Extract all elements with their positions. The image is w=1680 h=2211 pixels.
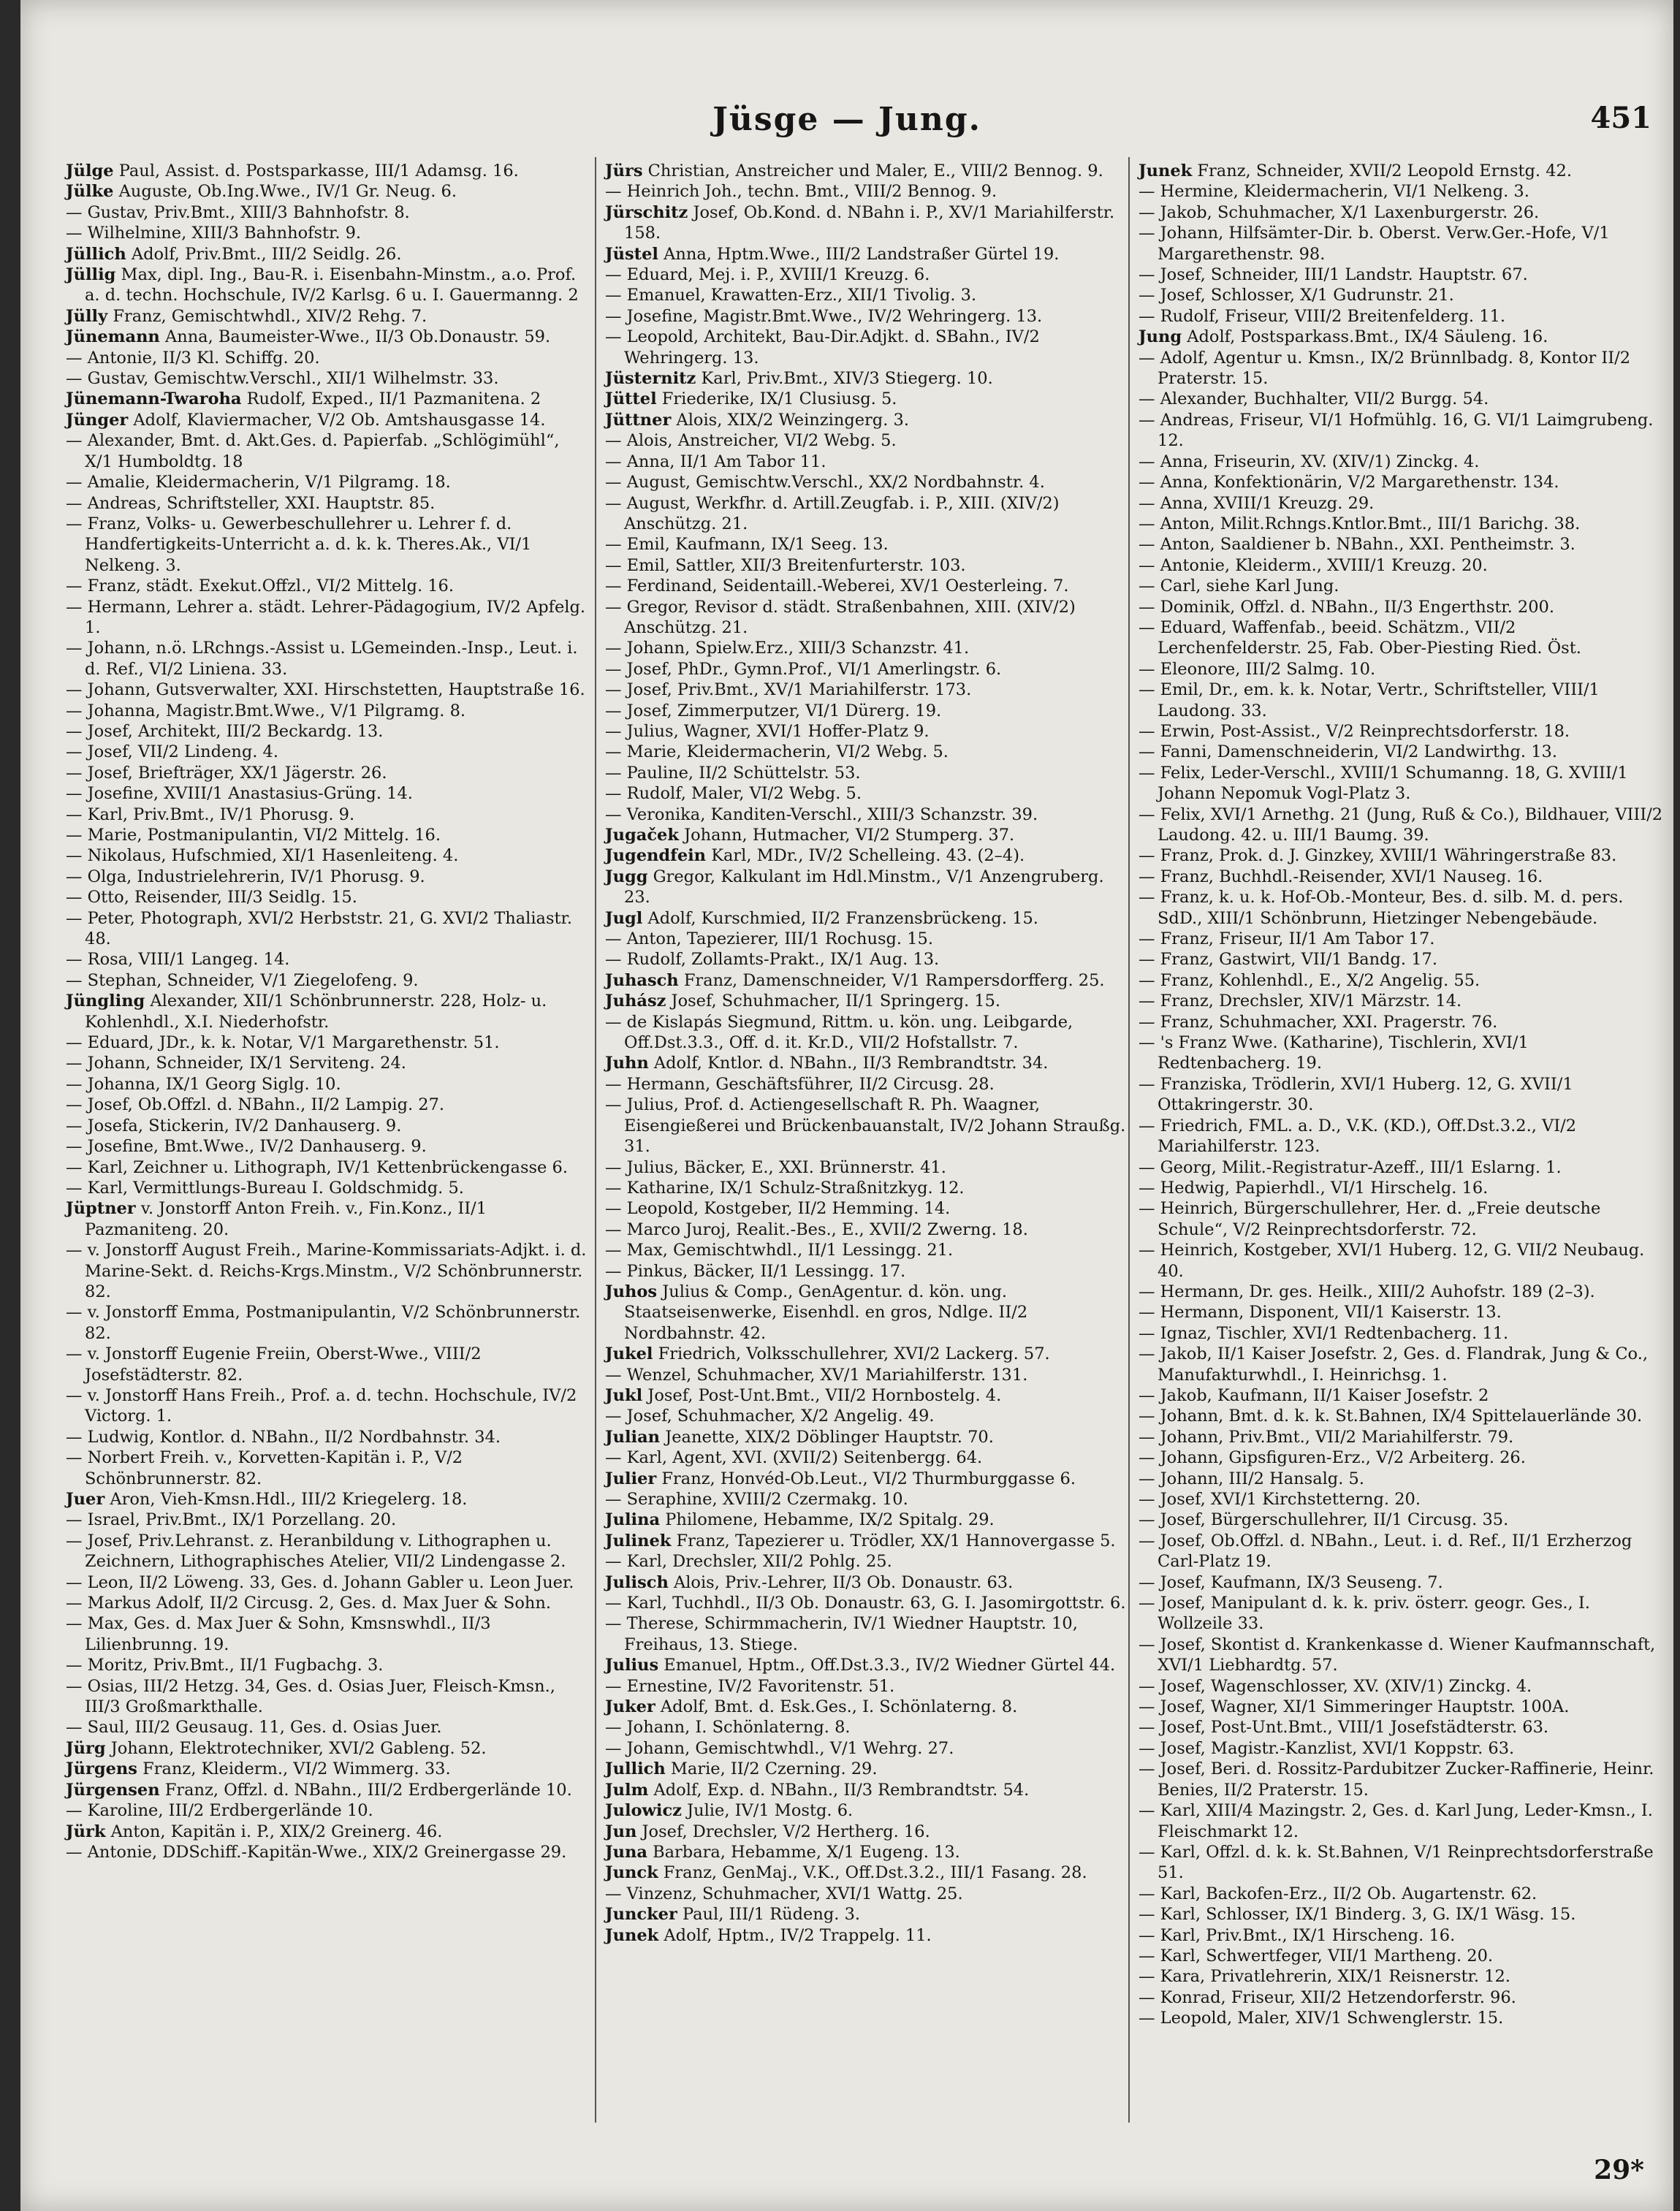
directory-entry: Jüttner Alois, XIX/2 Weinzingerg. 3. bbox=[605, 410, 909, 430]
directory-entry: — Karl, Priv.Bmt., IV/1 Phorusg. 9. bbox=[66, 804, 355, 824]
directory-entry: — Marie, Kleidermacherin, VI/2 Webg. 5. bbox=[605, 742, 949, 762]
directory-entry: Jugendfein Karl, MDr., IV/2 Schelleing. 43. (2–4). bbox=[605, 846, 1025, 866]
directory-entry: Jünemann-Twaroha Rudolf, Exped., II/1 Pazmanitena. 2 bbox=[66, 389, 541, 409]
directory-entry: — Julius, Wagner, XVI/1 Hoffer-Platz 9. bbox=[605, 721, 930, 741]
directory-entry: — Johann, Hilfsämter-Dir. b. Oberst. Verw.Ger.-Hofe, V/1 Margarethenstr. 98. bbox=[1139, 224, 1610, 264]
page-title: Jüsge — Jung. bbox=[712, 101, 981, 138]
directory-entry: — Karl, Zeichner u. Lithograph, IV/1 Kettenbrückengasse 6. bbox=[66, 1157, 568, 1177]
directory-entry: — Felix, XVI/1 Arnethg. 21 (Jung, Ruß & Co.), Bildhauer, VIII/2 Laudong. 42. u. III/1 Baumg. 39. bbox=[1139, 804, 1663, 845]
directory-entry: — v. Jonstorff Emma, Postmanipulantin, V/2 Schönbrunnerstr. 82. bbox=[66, 1303, 581, 1343]
directory-entry: — Heinrich Joh., techn. Bmt., VIII/2 Bennog. 9. bbox=[605, 182, 997, 202]
directory-entry: — Josef, PhDr., Gymn.Prof., VI/1 Amerlingstr. 6. bbox=[605, 659, 1002, 679]
directory-entry: — Karl, Tuchhdl., II/3 Ob. Donaustr. 63, G. I. Jasomirgottstr. 6. bbox=[605, 1594, 1126, 1613]
directory-entry: Jürgensen Franz, Offzl. d. NBahn., III/2 Erdbergerlände 10. bbox=[66, 1780, 572, 1800]
directory-entry: Jüllig Max, dipl. Ing., Bau-R. i. Eisenbahn-Minstm., a.o. Prof. a. d. techn. Hochschule, IV/2 Karlsg. 6 u. I. Gauermanng. 2 bbox=[66, 265, 579, 305]
directory-entry: Jürk Anton, Kapitän i. P., XIX/2 Greinerg. 46. bbox=[66, 1822, 443, 1841]
directory-entry: — Josef, XVI/1 Kirchstetterng. 20. bbox=[1139, 1490, 1421, 1509]
directory-entry: — Karl, Backofen-Erz., II/2 Ob. Augartenstr. 62. bbox=[1139, 1884, 1538, 1903]
directory-entry: — Gustav, Priv.Bmt., XIII/3 Bahnhofstr. 8. bbox=[66, 202, 410, 222]
directory-entry: Jüstel Anna, Hptm.Wwe., III/2 Landstraßer Gürtel 19. bbox=[605, 244, 1060, 264]
directory-entry: — Saul, III/2 Geusaug. 11, Ges. d. Osias Juer. bbox=[66, 1718, 442, 1738]
directory-entry: — Franz, Drechsler, XIV/1 Märzstr. 14. bbox=[1139, 992, 1462, 1011]
directory-entry: — Franz, Friseur, II/1 Am Tabor 17. bbox=[1139, 929, 1435, 949]
directory-entry: — Wilhelmine, XIII/3 Bahnhofstr. 9. bbox=[66, 224, 362, 243]
signature-mark: 29* bbox=[1594, 2155, 1644, 2185]
directory-entry: Julisch Alois, Priv.-Lehrer, II/3 Ob. Donaustr. 63. bbox=[605, 1572, 1014, 1592]
directory-entry: Jüptner v. Jonstorff Anton Freih. v., Fin.Konz., II/1 Pazmaniteng. 20. bbox=[66, 1199, 487, 1239]
directory-entry: — v. Jonstorff Eugenie Freiin, Oberst-Wwe., VIII/2 Josefstädterstr. 82. bbox=[66, 1344, 482, 1385]
directory-entry: Jülly Franz, Gemischtwhdl., XIV/2 Rehg. 7. bbox=[66, 306, 427, 326]
directory-entry: — Karl, Offzl. d. k. k. St.Bahnen, V/1 Reinprechtsdorferstraße 51. bbox=[1139, 1842, 1654, 1883]
directory-entry: — Johann, Spielw.Erz., XIII/3 Schanzstr. 41. bbox=[605, 639, 970, 658]
directory-entry: — Moritz, Priv.Bmt., II/1 Fugbachg. 3. bbox=[66, 1656, 384, 1675]
directory-entry: — Johann, I. Schönlaterng. 8. bbox=[605, 1718, 851, 1738]
directory-entry: — Anna, II/1 Am Tabor 11. bbox=[605, 452, 826, 471]
directory-entry: Jürs Christian, Anstreicher und Maler, E., VIII/2 Bennog. 9. bbox=[605, 161, 1103, 180]
directory-entry: — Rudolf, Zollamts-Prakt., IX/1 Aug. 13. bbox=[605, 950, 940, 970]
directory-entry: — Josef, Wagenschlosser, XV. (XIV/1) Zinckg. 4. bbox=[1139, 1676, 1532, 1696]
directory-entry: — Karl, Drechsler, XII/2 Pohlg. 25. bbox=[605, 1552, 892, 1572]
directory-entry: — Wenzel, Schuhmacher, XV/1 Mariahilferstr. 131. bbox=[605, 1365, 1028, 1385]
directory-entry: Juer Aron, Vieh-Kmsn.Hdl., III/2 Kriegelerg. 18. bbox=[66, 1490, 468, 1509]
directory-entry: — Franz, Buchhdl.-Reisender, XVI/1 Nauseg. 16. bbox=[1139, 867, 1543, 886]
directory-entry: Jülge Paul, Assist. d. Postsparkasse, III/1 Adamsg. 16. bbox=[66, 161, 519, 180]
directory-entry: — Johann, Gemischtwhdl., V/1 Wehrg. 27. bbox=[605, 1738, 954, 1758]
directory-entry: — Josef, Architekt, III/2 Beckardg. 13. bbox=[66, 721, 384, 741]
directory-entry: — Josef, Priv.Bmt., XV/1 Mariahilferstr. 173. bbox=[605, 680, 972, 700]
directory-entry: — Rudolf, Maler, VI/2 Webg. 5. bbox=[605, 784, 862, 804]
page-number: 451 bbox=[1590, 101, 1652, 135]
directory-entry: — Johanna, IX/1 Georg Siglg. 10. bbox=[66, 1074, 341, 1094]
directory-entry: — Antonie, DDSchiff.-Kapitän-Wwe., XIX/2 Greinergasse 29. bbox=[66, 1842, 567, 1862]
directory-entry: — Jakob, Kaufmann, II/1 Kaiser Josefstr. 2 bbox=[1139, 1385, 1489, 1405]
directory-entry: — Max, Ges. d. Max Juer & Sohn, Kmsnswhdl., II/3 Lilienbrunng. 19. bbox=[66, 1614, 491, 1654]
directory-entry: — Josefa, Stickerin, IV/2 Danhauserg. 9. bbox=[66, 1116, 402, 1135]
directory-entry: — Franziska, Trödlerin, XVI/1 Huberg. 12, G. XVII/1 Ottakringerstr. 30. bbox=[1139, 1074, 1573, 1115]
directory-entry: — Josefine, Bmt.Wwe., IV/2 Danhauserg. 9. bbox=[66, 1137, 427, 1157]
directory-entry: — Gregor, Revisor d. städt. Straßenbahnen, XIII. (XIV/2) Anschützg. 21. bbox=[605, 597, 1076, 637]
directory-entry: Junck Franz, GenMaj., V.K., Off.Dst.3.2., III/1 Fasang. 28. bbox=[605, 1863, 1087, 1883]
directory-entry: — Leopold, Maler, XIV/1 Schwenglerstr. 15. bbox=[1139, 2009, 1504, 2028]
directory-entry: Julian Jeanette, XIX/2 Döblinger Hauptstr. 70. bbox=[605, 1427, 994, 1447]
directory-entry: — Josef, Schlosser, X/1 Gudrunstr. 21. bbox=[1139, 286, 1454, 305]
directory-entry: — Leon, II/2 Löweng. 33, Ges. d. Johann Gabler u. Leon Juer. bbox=[66, 1572, 574, 1592]
directory-entry: — Felix, Leder-Verschl., XVIII/1 Schumanng. 18, G. XVIII/1 Johann Nepomuk Vogl-Platz 3. bbox=[1139, 763, 1628, 804]
directory-entry: — Israel, Priv.Bmt., IX/1 Porzellang. 20. bbox=[66, 1510, 397, 1530]
directory-entry: — Rudolf, Friseur, VIII/2 Breitenfelderg. 11. bbox=[1139, 306, 1505, 326]
directory-entry: — Jakob, II/1 Kaiser Josefstr. 2, Ges. d. Flandrak, Jung & Co., Manufakturwhdl., I. Heinrichsg. 1. bbox=[1139, 1344, 1649, 1385]
directory-entry: Jüngling Alexander, XII/1 Schönbrunnerstr. 228, Holz- u. Kohlenhdl., X.I. Niederhofstr. bbox=[66, 992, 547, 1032]
directory-entry: — Therese, Schirmmacherin, IV/1 Wiedner Hauptstr. 10, Freihaus, 13. Stiege. bbox=[605, 1614, 1078, 1654]
directory-entry: — Hermann, Lehrer a. städt. Lehrer-Pädagogium, IV/2 Apfelg. 1. bbox=[66, 597, 586, 637]
directory-entry: Julius Emanuel, Hptm., Off.Dst.3.3., IV/2 Wiedner Gürtel 44. bbox=[605, 1656, 1116, 1675]
directory-entry: — Emil, Dr., em. k. k. Notar, Vertr., Schriftsteller, VIII/1 Laudong. 33. bbox=[1139, 680, 1600, 720]
directory-entry: — Karl, Schlosser, IX/1 Binderg. 3, G. IX/1 Wäsg. 15. bbox=[1139, 1905, 1576, 1925]
directory-entry: — August, Werkfhr. d. Artill.Zeugfab. i. P., XIII. (XIV/2) Anschützg. 21. bbox=[605, 493, 1060, 533]
directory-entry: — Ludwig, Kontlor. d. NBahn., II/2 Nordbahnstr. 34. bbox=[66, 1427, 501, 1447]
directory-entry: Jun Josef, Drechsler, V/2 Hertherg. 16. bbox=[605, 1822, 930, 1841]
directory-entry: Jüllich Adolf, Priv.Bmt., III/2 Seidlg. 26. bbox=[66, 244, 402, 264]
directory-entry: — Norbert Freih. v., Korvetten-Kapitän i. P., V/2 Schönbrunnerstr. 82. bbox=[66, 1448, 463, 1488]
directory-entry: Julina Philomene, Hebamme, IX/2 Spitalg. 29. bbox=[605, 1510, 995, 1530]
directory-column-left bbox=[66, 161, 592, 1862]
directory-entry: — Josef, Kaufmann, IX/3 Seuseng. 7. bbox=[1139, 1572, 1443, 1592]
directory-entry: — Jakob, Schuhmacher, X/1 Laxenburgerstr. 26. bbox=[1139, 202, 1540, 222]
directory-entry: — Pauline, II/2 Schüttelstr. 53. bbox=[605, 763, 861, 783]
directory-entry: — Emil, Sattler, XII/3 Breitenfurterstr. 103. bbox=[605, 555, 966, 575]
directory-entry: Jugg Gregor, Kalkulant im Hdl.Minstm., V/1 Anzengruberg. 23. bbox=[605, 867, 1104, 907]
directory-entry: — 's Franz Wwe. (Katharine), Tischlerin, XVI/1 Redtenbacherg. 19. bbox=[1139, 1033, 1529, 1073]
directory-entry: — Josef, Skontist d. Krankenkasse d. Wiener Kaufmannschaft, XVI/1 Liebhardtg. 57. bbox=[1139, 1635, 1656, 1675]
directory-entry: — Josef, Bürgerschullehrer, II/1 Circusg. 35. bbox=[1139, 1510, 1509, 1530]
directory-entry: — Carl, siehe Karl Jung. bbox=[1139, 576, 1339, 596]
directory-entry: — Georg, Milit.-Registratur-Azeff., III/1 Eslarng. 1. bbox=[1139, 1157, 1562, 1177]
directory-entry: Julm Adolf, Exp. d. NBahn., II/3 Rembrandtstr. 54. bbox=[605, 1780, 1030, 1800]
directory-entry: Jukel Friedrich, Volksschullehrer, XVI/2 Lackerg. 57. bbox=[605, 1344, 1050, 1364]
page-header bbox=[20, 95, 1673, 153]
directory-entry: — Leopold, Kostgeber, II/2 Hemming. 14. bbox=[605, 1199, 951, 1219]
directory-entry: — Franz, Volks- u. Gewerbeschullehrer u. Lehrer f. d. Handfertigkeits-Unterricht a. d. k. k. Theres.Ak., VI/1 Nelkeng. 3. bbox=[66, 514, 532, 575]
directory-entry: — Katharine, IX/1 Schulz-Straßnitzkyg. 12. bbox=[605, 1178, 965, 1198]
directory-entry: — Eduard, JDr., k. k. Notar, V/1 Margarethenstr. 51. bbox=[66, 1033, 500, 1053]
directory-entry: — Olga, Industrielehrerin, IV/1 Phorusg. 9. bbox=[66, 867, 425, 886]
directory-entry: — Otto, Reisender, III/3 Seidlg. 15. bbox=[66, 888, 357, 907]
directory-entry: — Hedwig, Papierhdl., VI/1 Hirschelg. 16. bbox=[1139, 1178, 1489, 1198]
directory-entry: — Hermann, Disponent, VII/1 Kaiserstr. 13. bbox=[1139, 1303, 1502, 1323]
directory-entry: — Johanna, Magistr.Bmt.Wwe., V/1 Pilgramg. 8. bbox=[66, 701, 466, 720]
directory-entry: — Kara, Privatlehrerin, XIX/1 Reisnerstr. 12. bbox=[1139, 1967, 1510, 1987]
directory-entry: — Josef, Zimmerputzer, VI/1 Dürerg. 19. bbox=[605, 701, 942, 720]
directory-entry: — v. Jonstorff Hans Freih., Prof. a. d. techn. Hochschule, IV/2 Victorg. 1. bbox=[66, 1385, 577, 1426]
directory-entry: Juker Adolf, Bmt. d. Esk.Ges., I. Schönlaterng. 8. bbox=[605, 1697, 1018, 1717]
directory-entry: — Seraphine, XVIII/2 Czermakg. 10. bbox=[605, 1490, 908, 1509]
directory-entry: — Karl, Vermittlungs-Bureau I. Goldschmidg. 5. bbox=[66, 1178, 464, 1198]
directory-entry: — August, Gemischtw.Verschl., XX/2 Nordbahnstr. 4. bbox=[605, 473, 1045, 492]
directory-entry: — Josef, Ob.Offzl. d. NBahn., II/2 Lampig. 27. bbox=[66, 1095, 445, 1115]
directory-entry: — Johann, III/2 Hansalg. 5. bbox=[1139, 1469, 1364, 1488]
directory-entry: — Josef, Magistr.-Kanzlist, XVI/1 Koppstr. 63. bbox=[1139, 1738, 1515, 1758]
directory-entry: — Antonie, Kleiderm., XVIII/1 Kreuzg. 20. bbox=[1139, 555, 1488, 575]
directory-entry: — Julius, Bäcker, E., XXI. Brünnerstr. 41. bbox=[605, 1157, 946, 1177]
directory-entry: Jünemann Anna, Baumeister-Wwe., II/3 Ob.Donaustr. 59. bbox=[66, 327, 551, 347]
directory-entry: — Nikolaus, Hufschmied, XI/1 Hasenleiteng. 4. bbox=[66, 846, 459, 866]
directory-entry: — Max, Gemischtwhdl., II/1 Lessingg. 21. bbox=[605, 1241, 954, 1260]
directory-entry: — Anton, Milit.Rchngs.Kntlor.Bmt., III/1 Barichg. 38. bbox=[1139, 514, 1581, 533]
directory-entry: — Karl, Priv.Bmt., IX/1 Hirscheng. 16. bbox=[1139, 1925, 1456, 1945]
directory-entry: Julinek Franz, Tapezierer u. Trödler, XX/1 Hannovergasse 5. bbox=[605, 1531, 1116, 1550]
directory-entry: — Hermann, Geschäftsführer, II/2 Circusg. 28. bbox=[605, 1074, 995, 1094]
directory-entry: — Amalie, Kleidermacherin, V/1 Pilgramg. 18. bbox=[66, 473, 451, 492]
directory-entry: — Josefine, Magistr.Bmt.Wwe., IV/2 Wehringerg. 13. bbox=[605, 306, 1043, 326]
directory-entry: — Josef, Ob.Offzl. d. NBahn., Leut. i. d. Ref., II/1 Erzherzog Carl-Platz 19. bbox=[1139, 1531, 1633, 1572]
directory-entry: — Eduard, Waffenfab., beeid. Schätzm., VII/2 Lerchenfelderstr. 25, Fab. Ober-Piesting Ried. Öst. bbox=[1139, 617, 1581, 658]
directory-entry: — Anna, Friseurin, XV. (XIV/1) Zinckg. 4. bbox=[1139, 452, 1480, 471]
directory-entry: — Dominik, Offzl. d. NBahn., II/3 Engerthstr. 200. bbox=[1139, 597, 1554, 617]
directory-column-right bbox=[1139, 161, 1665, 2029]
directory-entry: Julowicz Julie, IV/1 Mostg. 6. bbox=[605, 1801, 854, 1821]
directory-entry: — Rosa, VIII/1 Langeg. 14. bbox=[66, 950, 290, 970]
directory-entry: — Hermann, Dr. ges. Heilk., XIII/2 Auhofstr. 189 (2–3). bbox=[1139, 1282, 1595, 1301]
directory-entry: — Stephan, Schneider, V/1 Ziegelofeng. 9. bbox=[66, 970, 419, 990]
directory-entry: — Leopold, Architekt, Bau-Dir.Adjkt. d. SBahn., IV/2 Wehringerg. 13. bbox=[605, 327, 1040, 368]
directory-entry: — Josef, Priv.Lehranst. z. Heranbildung v. Lithographen u. Zeichnern, Lithographisches Atelier, VII/2 Lindengasse 2. bbox=[66, 1531, 566, 1572]
directory-entry: Jüttel Friederike, IX/1 Clusiusg. 5. bbox=[605, 389, 897, 409]
directory-entry: — Franz, Schuhmacher, XXI. Pragerstr. 76. bbox=[1139, 1012, 1498, 1032]
column-divider bbox=[595, 157, 596, 2123]
directory-entry: — Heinrich, Kostgeber, XVI/1 Huberg. 12, G. VII/2 Neubaug. 40. bbox=[1139, 1241, 1645, 1281]
directory-entry: — Konrad, Friseur, XII/2 Hetzendorferstr. 96. bbox=[1139, 1987, 1516, 2007]
directory-entry: — Johann, Gipsfiguren-Erz., V/2 Arbeiterg. 26. bbox=[1139, 1448, 1526, 1468]
directory-entry: Juhasch Franz, Damenschneider, V/1 Rampersdorfferg. 25. bbox=[605, 970, 1105, 990]
directory-entry: Junek Franz, Schneider, XVII/2 Leopold Ernstg. 42. bbox=[1139, 161, 1573, 180]
directory-entry: — Antonie, II/3 Kl. Schiffg. 20. bbox=[66, 348, 320, 368]
directory-entry: — Emanuel, Krawatten-Erz., XII/1 Tivolig. 3. bbox=[605, 286, 977, 305]
directory-entry: — Alois, Anstreicher, VI/2 Webg. 5. bbox=[605, 431, 897, 451]
directory-entry: Juna Barbara, Hebamme, X/1 Eugeng. 13. bbox=[605, 1842, 960, 1862]
directory-entry: — Julius, Prof. d. Actiengesellschaft R. Ph. Waagner, Eisengießerei und Brückenbauanstalt, IV/2 Johann Straußg. 31. bbox=[605, 1095, 1126, 1157]
directory-entry: — Gustav, Gemischtw.Verschl., XII/1 Wilhelmstr. 33. bbox=[66, 369, 499, 389]
directory-entry: — Alexander, Bmt. d. Akt.Ges. d. Papierfab. „Schlögimühl“, X/1 Humboldtg. 18 bbox=[66, 431, 560, 471]
directory-entry: — Josef, Schuhmacher, X/2 Angelig. 49. bbox=[605, 1407, 935, 1426]
directory-entry: — Anton, Saaldiener b. NBahn., XXI. Pentheimstr. 3. bbox=[1139, 535, 1576, 555]
directory-entry: — Karoline, III/2 Erdbergerlände 10. bbox=[66, 1801, 373, 1821]
directory-entry: — Johann, Priv.Bmt., VII/2 Mariahilferstr. 79. bbox=[1139, 1427, 1514, 1447]
directory-entry: — Josef, Beri. d. Rossitz-Pardubitzer Zucker-Raffinerie, Heinr. Benies, II/2 Praterstr. 15. bbox=[1139, 1759, 1654, 1800]
directory-entry: Jugl Adolf, Kurschmied, II/2 Franzensbrückeng. 15. bbox=[605, 908, 1038, 928]
directory-entry: — Emil, Kaufmann, IX/1 Seeg. 13. bbox=[605, 535, 889, 555]
directory-entry: Jullich Marie, II/2 Czerning. 29. bbox=[605, 1759, 878, 1779]
directory-entry: — Marco Juroj, Realit.-Bes., E., XVII/2 Zwerng. 18. bbox=[605, 1219, 1028, 1239]
directory-entry: — Josef, Wagner, XI/1 Simmeringer Hauptstr. 100A. bbox=[1139, 1697, 1570, 1717]
directory-entry: Julier Franz, Honvéd-Ob.Leut., VI/2 Thurmburggasse 6. bbox=[605, 1469, 1076, 1488]
directory-entry: Juhos Julius & Comp., GenAgentur. d. kön. ung. Staatseisenwerke, Eisenhdl. en gros, Ndlge. II/2 Nordbahnstr. 42. bbox=[605, 1282, 1028, 1343]
directory-entry: — Johann, n.ö. LRchngs.-Assist u. LGemeinden.-Insp., Leut. i. d. Ref., VI/2 Liniena. 33. bbox=[66, 639, 578, 679]
directory-entry: — Osias, III/2 Hetzg. 34, Ges. d. Osias Juer, Fleisch-Kmsn., III/3 Großmarkthalle. bbox=[66, 1676, 555, 1717]
directory-entry: — Eduard, Mej. i. P., XVIII/1 Kreuzg. 6. bbox=[605, 265, 930, 285]
directory-entry: — Ernestine, IV/2 Favoritenstr. 51. bbox=[605, 1676, 895, 1696]
directory-entry: Jung Adolf, Postsparkass.Bmt., IX/4 Säuleng. 16. bbox=[1139, 327, 1548, 347]
directory-entry: — Marie, Postmanipulantin, VI/2 Mittelg. 16. bbox=[66, 826, 441, 845]
directory-entry: — Franz, städt. Exekut.Offzl., VI/2 Mittelg. 16. bbox=[66, 576, 455, 596]
directory-entry: — Karl, Agent, XVI. (XVII/2) Seitenbergg. 64. bbox=[605, 1448, 983, 1468]
directory-entry: Jürschitz Josef, Ob.Kond. d. NBahn i. P., XV/1 Mariahilferstr. 158. bbox=[605, 202, 1115, 243]
directory-entry: — Andreas, Friseur, VI/1 Hofmühlg. 16, G. VI/1 Laimgrubeng. 12. bbox=[1139, 410, 1654, 451]
directory-entry: — Josef, VII/2 Lindeng. 4. bbox=[66, 742, 278, 762]
directory-entry: — Josef, Briefträger, XX/1 Jägerstr. 26. bbox=[66, 763, 387, 783]
directory-entry: — Erwin, Post-Assist., V/2 Reinprechtsdorferstr. 18. bbox=[1139, 721, 1570, 741]
directory-entry: — Peter, Photograph, XVI/2 Herbststr. 21, G. XVI/2 Thaliastr. 48. bbox=[66, 908, 572, 949]
directory-entry: — Heinrich, Bürgerschullehrer, Her. d. „Freie deutsche Schule“, V/2 Reinprechtsdorferstr. 72. bbox=[1139, 1199, 1601, 1239]
directory-entry: — Markus Adolf, II/2 Circusg. 2, Ges. d. Max Juer & Sohn. bbox=[66, 1594, 552, 1613]
directory-entry: — Franz, Prok. d. J. Ginzkey, XVIII/1 Währingerstraße 83. bbox=[1139, 846, 1617, 866]
directory-entry: Jukl Josef, Post-Unt.Bmt., VII/2 Hornbostelg. 4. bbox=[605, 1385, 1002, 1405]
directory-entry: — Andreas, Schriftsteller, XXI. Hauptstr. 85. bbox=[66, 493, 436, 513]
directory-entry: — Johann, Bmt. d. k. k. St.Bahnen, IX/4 Spittelauerlände 30. bbox=[1139, 1407, 1643, 1426]
directory-entry: — Johann, Gutsverwalter, XXI. Hirschstetten, Hauptstraße 16. bbox=[66, 680, 585, 700]
directory-page bbox=[20, 0, 1673, 2211]
directory-entry: — Vinzenz, Schuhmacher, XVI/1 Wattg. 25. bbox=[605, 1884, 963, 1903]
directory-entry: — Anton, Tapezierer, III/1 Rochusg. 15. bbox=[605, 929, 934, 949]
directory-entry: — Josef, Post-Unt.Bmt., VIII/1 Josefstädterstr. 63. bbox=[1139, 1718, 1549, 1738]
directory-entry: Jüsternitz Karl, Priv.Bmt., XIV/3 Stiegerg. 10. bbox=[605, 369, 993, 389]
directory-entry: — Fanni, Damenschneiderin, VI/2 Landwirthg. 13. bbox=[1139, 742, 1558, 762]
directory-entry: — Franz, k. u. k. Hof-Ob.-Monteur, Bes. d. silb. M. d. pers. SdD., XIII/1 Schönbrunn, Hietzinger Nebengebäude. bbox=[1139, 888, 1624, 928]
directory-entry: Jürg Johann, Elektrotechniker, XVI/2 Gableng. 52. bbox=[66, 1738, 487, 1758]
directory-entry: — Alexander, Buchhalter, VII/2 Burgg. 54. bbox=[1139, 389, 1489, 409]
directory-entry: — Johann, Schneider, IX/1 Serviteng. 24. bbox=[66, 1054, 406, 1073]
directory-entry: Jugaček Johann, Hutmacher, VI/2 Stumperg. 37. bbox=[605, 826, 1015, 845]
directory-entry: — Pinkus, Bäcker, II/1 Lessingg. 17. bbox=[605, 1261, 906, 1281]
directory-entry: — Friedrich, FML. a. D., V.K. (KD.), Off.Dst.3.2., VI/2 Mariahilferstr. 123. bbox=[1139, 1116, 1577, 1157]
directory-entry: — Eleonore, III/2 Salmg. 10. bbox=[1139, 659, 1376, 679]
directory-entry: — Franz, Kohlenhdl., E., X/2 Angelig. 55. bbox=[1139, 970, 1481, 990]
directory-entry: — Ignaz, Tischler, XVI/1 Redtenbacherg. 11. bbox=[1139, 1323, 1509, 1343]
directory-entry: Jürgens Franz, Kleiderm., VI/2 Wimmerg. 33. bbox=[66, 1759, 451, 1779]
directory-entry: — Josefine, XVIII/1 Anastasius-Grüng. 14. bbox=[66, 784, 413, 804]
directory-entry: — Veronika, Kanditen-Verschl., XIII/3 Schanzstr. 39. bbox=[605, 804, 1038, 824]
directory-entry: Jülke Auguste, Ob.Ing.Wwe., IV/1 Gr. Neug. 6. bbox=[66, 182, 457, 202]
directory-entry: Jünger Adolf, Klaviermacher, V/2 Ob. Amtshausgasse 14. bbox=[66, 410, 546, 430]
directory-entry: — v. Jonstorff August Freih., Marine-Kommissariats-Adjkt. i. d. Marine-Sekt. d. Reichs-Krgs.Minstm., V/2 Schönbrunnerstr. 82. bbox=[66, 1241, 587, 1301]
directory-entry: Juhász Josef, Schuhmacher, II/1 Springerg. 15. bbox=[605, 992, 1001, 1011]
directory-entry: — Anna, XVIII/1 Kreuzg. 29. bbox=[1139, 493, 1375, 513]
directory-entry: — Karl, XIII/4 Mazingstr. 2, Ges. d. Karl Jung, Leder-Kmsn., I. Fleischmarkt 12. bbox=[1139, 1801, 1653, 1841]
directory-entry: — Ferdinand, Seidentaill.-Weberei, XV/1 Oesterleing. 7. bbox=[605, 576, 1069, 596]
directory-entry: — Adolf, Agentur u. Kmsn., IX/2 Brünnlbadg. 8, Kontor II/2 Praterstr. 15. bbox=[1139, 348, 1631, 389]
directory-entry: Juhn Adolf, Kntlor. d. NBahn., II/3 Rembrandtstr. 34. bbox=[605, 1054, 1049, 1073]
directory-entry: Juncker Paul, III/1 Rüdeng. 3. bbox=[605, 1905, 861, 1925]
directory-entry: Junek Adolf, Hptm., IV/2 Trappelg. 11. bbox=[605, 1925, 932, 1945]
directory-entry: — Anna, Konfektionärin, V/2 Margarethenstr. 134. bbox=[1139, 473, 1559, 492]
directory-entry: — Hermine, Kleidermacherin, VI/1 Nelkeng. 3. bbox=[1139, 182, 1529, 202]
directory-entry: — Karl, Schwertfeger, VII/1 Martheng. 20. bbox=[1139, 1946, 1494, 1965]
directory-entry: — Josef, Manipulant d. k. k. priv. österr. geogr. Ges., I. Wollzeile 33. bbox=[1139, 1594, 1590, 1634]
directory-entry: — de Kislapás Siegmund, Rittm. u. kön. ung. Leibgarde, Off.Dst.3.3., Off. d. it. Kr.D., VII/2 Hofstallstr. 7. bbox=[605, 1012, 1073, 1053]
directory-entry: — Franz, Gastwirt, VII/1 Bandg. 17. bbox=[1139, 950, 1438, 970]
directory-entry: — Josef, Schneider, III/1 Landstr. Hauptstr. 67. bbox=[1139, 265, 1528, 285]
directory-column-middle bbox=[605, 161, 1131, 1946]
